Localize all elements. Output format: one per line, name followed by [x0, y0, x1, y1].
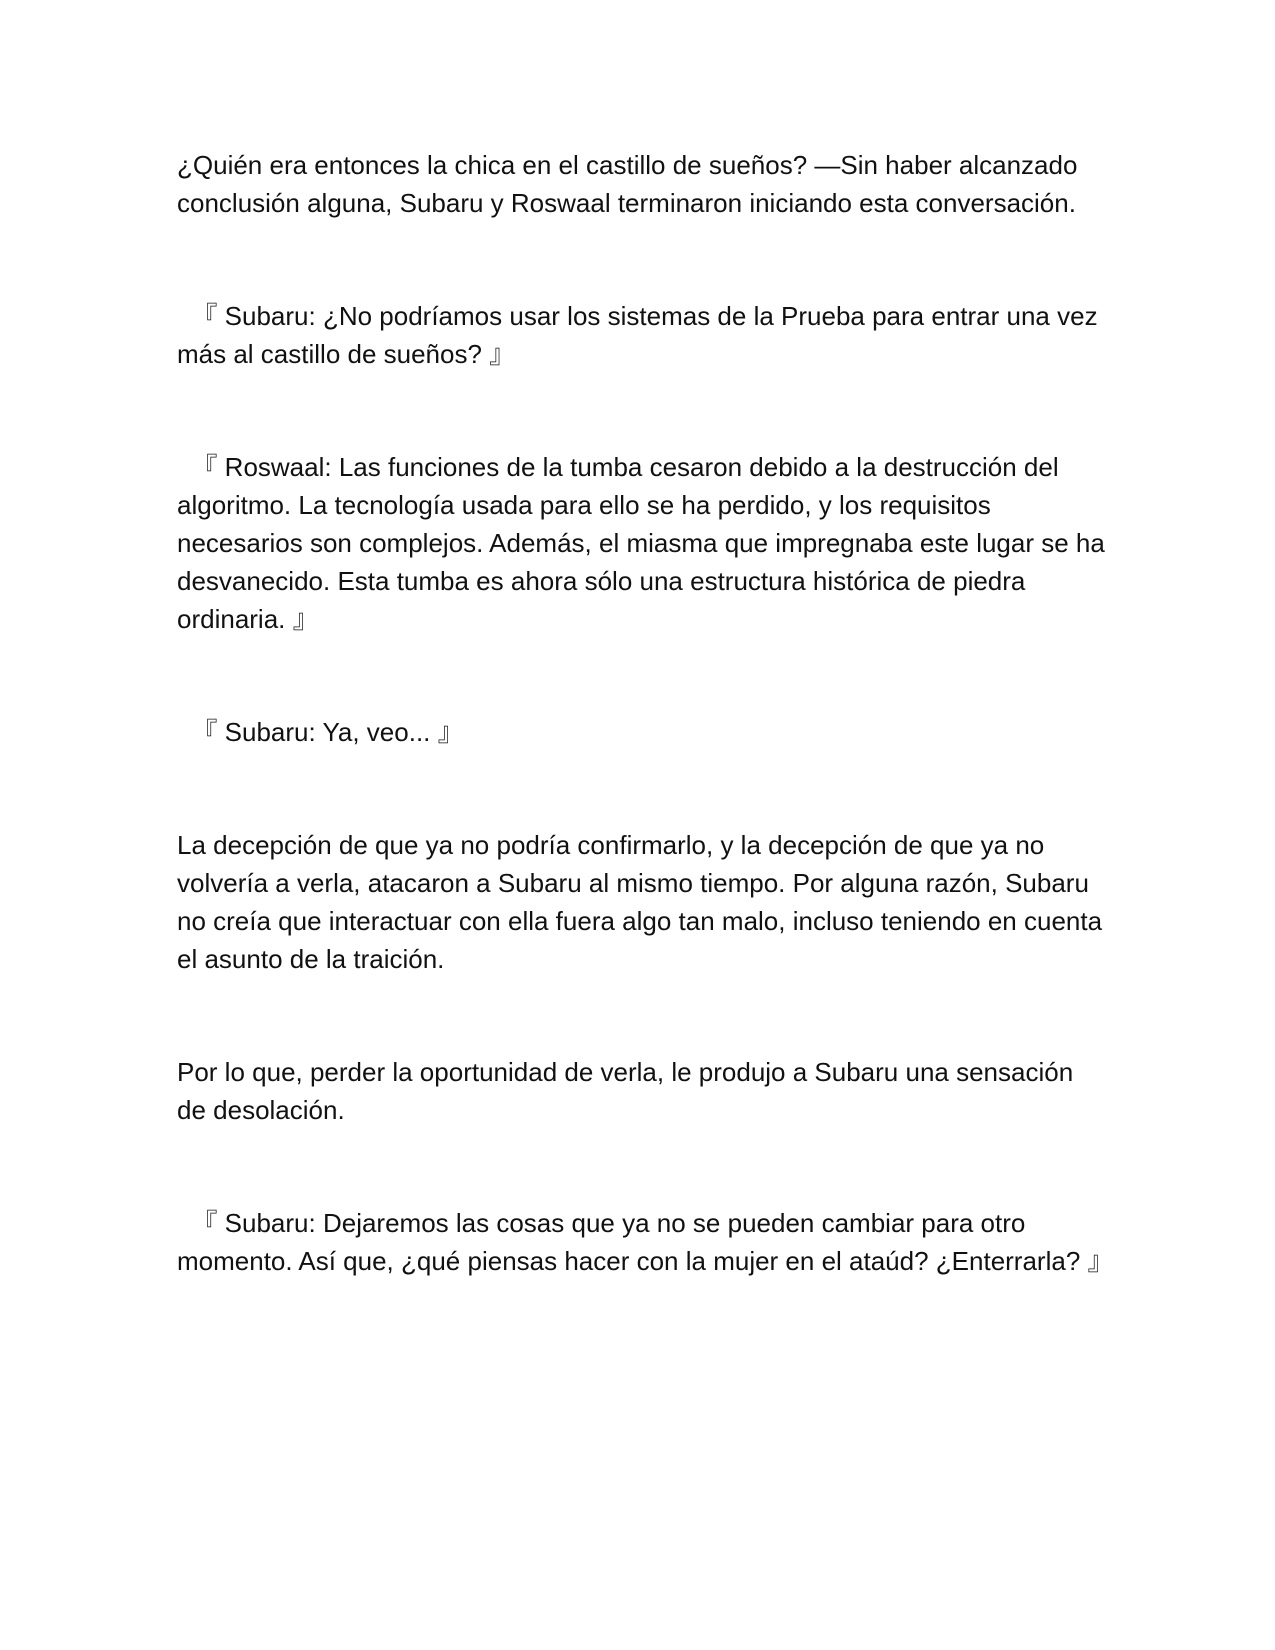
paragraph-dialogue-roswaal-1: 『 Roswaal: Las funciones de la tumba cesaron debido a la destrucción del algoritmo. La tecnología usada para ello se ha perdido, y los requisitos necesarios son complejos. Además, el miasma que impregnaba este lugar se ha desvanecido. Esta tumba es ahora sólo una estructura histórica de piedra ordinaria. 』	[177, 452, 1105, 634]
paragraph-dialogue-subaru-3: 『 Subaru: Dejaremos las cosas que ya no se pueden cambiar para otro momento. Así que, ¿qué piensas hacer con la mujer en el ataúd? ¿Enterrarla? 』	[177, 1208, 1114, 1276]
paragraph-narration-2: La decepción de que ya no podría confirmarlo, y la decepción de que ya no volvería a verla, atacaron a Subaru al mismo tiempo. Por alguna razón, Subaru no creía que interactuar con ella fuera algo tan malo, incluso teniendo en cuenta el asunto de la traición.	[177, 830, 1103, 974]
paragraph-dialogue-subaru-2: 『 Subaru: Ya, veo... 』	[177, 717, 464, 747]
paragraph-narration-1: ¿Quién era entonces la chica en el castillo de sueños? —Sin haber alcanzado conclusión alguna, Subaru y Roswaal terminaron iniciando esta conversación.	[177, 150, 1078, 218]
paragraph-narration-3: Por lo que, perder la oportunidad de verla, le produjo a Subaru una sensación de desolación.	[177, 1057, 1074, 1125]
paragraph-dialogue-subaru-1: 『 Subaru: ¿No podríamos usar los sistemas de la Prueba para entrar una vez más al castillo de sueños? 』	[177, 301, 1098, 369]
document-body	[177, 146, 1114, 1355]
